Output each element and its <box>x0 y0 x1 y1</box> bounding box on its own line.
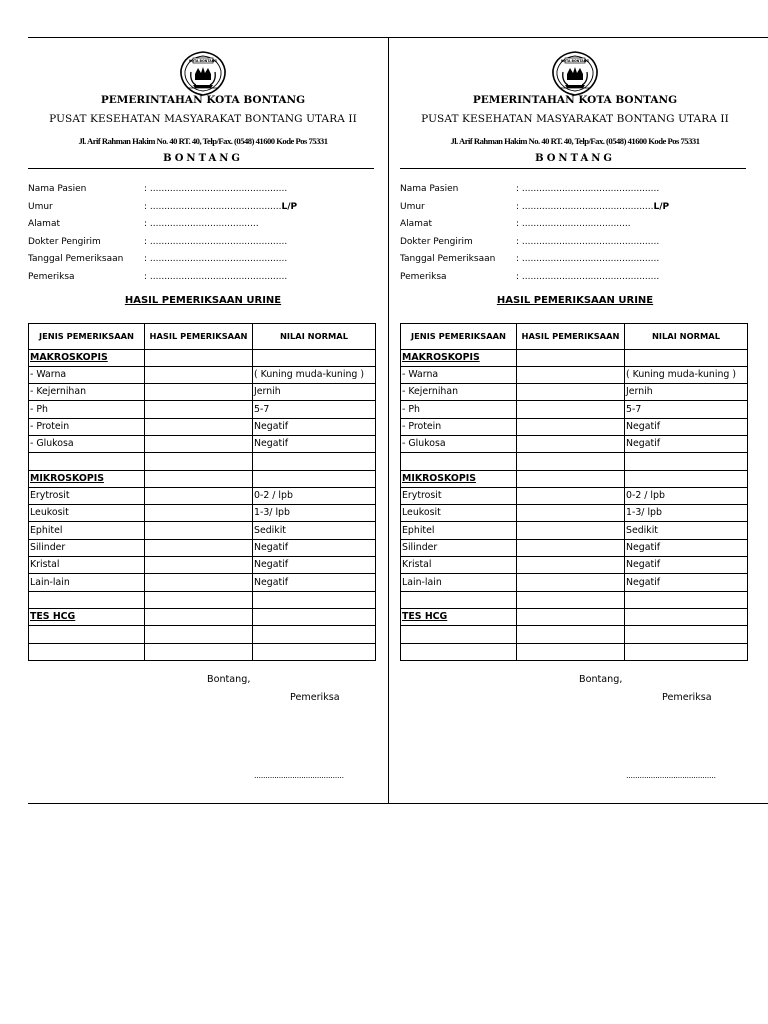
cell-hasil[interactable] <box>517 453 625 470</box>
cell-hasil[interactable] <box>145 470 253 487</box>
info-label: Pemeriksa <box>400 271 447 282</box>
cell-nilai <box>253 349 376 366</box>
cell-hasil[interactable] <box>517 574 625 591</box>
center-divider <box>388 37 389 803</box>
table-row <box>401 522 748 539</box>
table-title: HASIL PEMERIKSAAN URINE <box>496 295 654 306</box>
info-value-dots: : ................................................ <box>144 271 288 282</box>
col-header-jenis: JENIS PEMERIKSAAN <box>29 324 145 350</box>
table-row <box>401 435 748 452</box>
info-value-dots: : ................................................ <box>516 236 660 247</box>
col-header-nilai: NILAI NORMAL <box>625 324 748 350</box>
table-row <box>29 435 376 452</box>
info-label: Nama Pasien <box>400 184 459 194</box>
cell-hasil[interactable] <box>517 418 625 435</box>
table-row <box>401 557 748 574</box>
city-emblem-icon <box>178 50 228 96</box>
cell-jenis: Erytrosit <box>401 487 517 504</box>
table-row <box>29 574 376 591</box>
cell-nilai: Negatif <box>625 435 748 452</box>
col-header-hasil: HASIL PEMERIKSAAN <box>517 324 625 350</box>
table-row <box>29 453 376 470</box>
cell-jenis: TES HCG <box>29 608 145 625</box>
info-value[interactable] <box>516 269 659 287</box>
cell-jenis: - Kejernihan <box>29 384 145 401</box>
info-value[interactable] <box>516 199 669 217</box>
cell-hasil[interactable] <box>145 401 253 418</box>
info-value-dots: : ................................................ <box>144 184 288 194</box>
cell-jenis: - Warna <box>29 366 145 383</box>
table-row <box>29 487 376 504</box>
table-row <box>401 366 748 383</box>
footer-city: Bontang, <box>207 674 251 685</box>
info-row <box>400 216 750 234</box>
cell-jenis <box>29 626 145 643</box>
info-value-dots: : ................................................ <box>516 254 660 264</box>
form-left <box>28 37 378 803</box>
table-row <box>401 487 748 504</box>
header-rule <box>400 168 746 169</box>
cell-jenis: TES HCG <box>401 608 517 625</box>
header-puskesmas: PUSAT KESEHATAN MASYARAKAT BONTANG UTARA II <box>49 113 357 125</box>
table-row <box>401 418 748 435</box>
header-address: Jl. Arif Rahman Hakim No. 40 RT. 40, Telp/Fax. (0548) 41600 Kode Pos 75331 <box>78 136 328 146</box>
cell-jenis: - Kejernihan <box>401 384 517 401</box>
cell-nilai <box>253 608 376 625</box>
info-row <box>400 199 750 217</box>
table-row <box>29 522 376 539</box>
cell-nilai: Negatif <box>625 557 748 574</box>
footer-signer: Pemeriksa <box>290 692 340 703</box>
cell-hasil[interactable] <box>517 487 625 504</box>
cell-jenis: - Protein <box>401 418 517 435</box>
info-value[interactable] <box>144 181 287 199</box>
table-row <box>401 608 748 625</box>
info-value-dots: : .............................................. <box>144 201 282 212</box>
table-row <box>29 539 376 556</box>
table-row <box>401 453 748 470</box>
cell-jenis: Kristal <box>401 557 517 574</box>
cell-hasil[interactable] <box>145 418 253 435</box>
info-label: Nama Pasien <box>28 184 87 194</box>
cell-hasil[interactable] <box>517 522 625 539</box>
cell-hasil[interactable] <box>145 505 253 522</box>
cell-nilai <box>625 591 748 608</box>
cell-hasil[interactable] <box>145 366 253 383</box>
table-row <box>401 349 748 366</box>
gender-option: L/P <box>653 201 670 212</box>
cell-jenis <box>401 453 517 470</box>
cell-nilai: 0-2 / lpb <box>253 487 376 504</box>
cell-nilai <box>625 626 748 643</box>
cell-nilai <box>625 470 748 487</box>
cell-jenis: - Ph <box>29 401 145 418</box>
table-row <box>29 505 376 522</box>
cell-nilai: Jernih <box>625 384 748 401</box>
form-right <box>400 37 750 803</box>
header-city: BONTANG <box>535 153 615 164</box>
info-value[interactable] <box>144 251 287 269</box>
info-value[interactable] <box>516 216 631 234</box>
info-value[interactable] <box>144 199 297 217</box>
cell-jenis: Lain-lain <box>401 574 517 591</box>
info-value-dots: : ................................................ <box>144 254 288 264</box>
signature-line: ........................................ <box>254 771 344 780</box>
cell-hasil[interactable] <box>145 487 253 504</box>
cell-nilai: Negatif <box>625 539 748 556</box>
cell-jenis <box>29 643 145 660</box>
info-label: Umur <box>28 201 53 212</box>
cell-jenis <box>29 453 145 470</box>
table-row <box>401 505 748 522</box>
info-value[interactable] <box>144 269 287 287</box>
cell-jenis: Erytrosit <box>29 487 145 504</box>
table-row <box>401 401 748 418</box>
cell-hasil[interactable] <box>517 384 625 401</box>
info-row <box>28 251 378 269</box>
table-header-row <box>29 324 376 350</box>
cell-nilai <box>625 643 748 660</box>
city-emblem-icon <box>550 50 600 96</box>
results-table <box>28 323 376 661</box>
cell-hasil[interactable] <box>517 470 625 487</box>
info-row <box>28 199 378 217</box>
cell-nilai: Negatif <box>253 557 376 574</box>
cell-jenis: Ephitel <box>401 522 517 539</box>
cell-nilai: Negatif <box>253 418 376 435</box>
cell-jenis: - Glukosa <box>29 435 145 452</box>
table-row <box>29 643 376 660</box>
info-value[interactable] <box>516 251 659 269</box>
cell-jenis <box>401 626 517 643</box>
info-row <box>400 251 750 269</box>
cell-hasil[interactable] <box>145 608 253 625</box>
header-city: BONTANG <box>163 153 243 164</box>
table-row <box>29 349 376 366</box>
table-row <box>29 470 376 487</box>
table-row <box>29 366 376 383</box>
cell-nilai: 5-7 <box>253 401 376 418</box>
info-value[interactable] <box>144 216 259 234</box>
cell-hasil[interactable] <box>145 384 253 401</box>
footer-signer: Pemeriksa <box>662 692 712 703</box>
header-government: PEMERINTAHAN KOTA BONTANG <box>472 94 678 106</box>
cell-nilai: 0-2 / lpb <box>625 487 748 504</box>
table-row <box>401 470 748 487</box>
info-label: Tanggal Pemeriksaan <box>28 254 124 264</box>
info-value[interactable] <box>144 234 287 252</box>
cell-hasil[interactable] <box>517 539 625 556</box>
cell-nilai <box>625 349 748 366</box>
table-row <box>29 591 376 608</box>
cell-nilai <box>625 453 748 470</box>
cell-hasil[interactable] <box>145 557 253 574</box>
cell-hasil[interactable] <box>517 643 625 660</box>
table-header-row <box>401 324 748 350</box>
col-header-nilai: NILAI NORMAL <box>253 324 376 350</box>
table-row <box>401 574 748 591</box>
header-puskesmas: PUSAT KESEHATAN MASYARAKAT BONTANG UTARA II <box>421 113 729 125</box>
cell-jenis: - Warna <box>401 366 517 383</box>
cell-nilai: Jernih <box>253 384 376 401</box>
table-title: HASIL PEMERIKSAAN URINE <box>124 295 282 306</box>
cell-nilai <box>625 608 748 625</box>
logo-text: KOTA BONTANG <box>560 59 590 63</box>
header-address: Jl. Arif Rahman Hakim No. 40 RT. 40, Telp/Fax. (0548) 41600 Kode Pos 75331 <box>450 136 700 146</box>
patient-info <box>400 181 750 286</box>
cell-nilai <box>253 591 376 608</box>
cell-hasil[interactable] <box>517 505 625 522</box>
info-row <box>28 216 378 234</box>
cell-jenis <box>401 591 517 608</box>
cell-jenis: MAKROSKOPIS <box>29 349 145 366</box>
table-row <box>29 626 376 643</box>
info-row <box>28 234 378 252</box>
cell-jenis: MAKROSKOPIS <box>401 349 517 366</box>
table-row <box>29 557 376 574</box>
cell-jenis: Lain-lain <box>29 574 145 591</box>
col-header-hasil: HASIL PEMERIKSAAN <box>145 324 253 350</box>
table-row <box>29 384 376 401</box>
cell-hasil[interactable] <box>145 643 253 660</box>
cell-jenis: Kristal <box>29 557 145 574</box>
info-label: Dokter Pengirim <box>28 236 101 247</box>
cell-jenis: MIKROSKOPIS <box>29 470 145 487</box>
info-label: Pemeriksa <box>28 271 75 282</box>
cell-jenis: Ephitel <box>29 522 145 539</box>
col-header-jenis: JENIS PEMERIKSAAN <box>401 324 517 350</box>
info-label: Alamat <box>28 219 60 229</box>
cell-nilai: Sedikit <box>625 522 748 539</box>
cell-jenis: Leukosit <box>29 505 145 522</box>
cell-hasil[interactable] <box>517 401 625 418</box>
cell-hasil[interactable] <box>145 349 253 366</box>
cell-hasil[interactable] <box>517 608 625 625</box>
cell-hasil[interactable] <box>145 539 253 556</box>
info-label: Dokter Pengirim <box>400 236 473 247</box>
signature-line: ........................................ <box>626 771 716 780</box>
cell-jenis: Silinder <box>401 539 517 556</box>
info-value-dots: : ................................................ <box>516 184 660 194</box>
bottom-border <box>28 803 768 804</box>
cell-hasil[interactable] <box>517 435 625 452</box>
cell-nilai: 1-3/ lpb <box>253 505 376 522</box>
cell-hasil[interactable] <box>517 557 625 574</box>
table-row <box>29 401 376 418</box>
cell-jenis: Leukosit <box>401 505 517 522</box>
info-value-dots: : ...................................... <box>144 219 259 229</box>
cell-jenis: - Glukosa <box>401 435 517 452</box>
table-row <box>401 626 748 643</box>
table-row <box>401 591 748 608</box>
gender-option: L/P <box>281 201 298 212</box>
info-value-dots: : ...................................... <box>516 219 631 229</box>
logo-text: KOTA BONTANG <box>188 59 218 63</box>
table-row <box>401 643 748 660</box>
cell-nilai: 1-3/ lpb <box>625 505 748 522</box>
info-label: Alamat <box>400 219 432 229</box>
info-value[interactable] <box>516 181 659 199</box>
footer-city: Bontang, <box>579 674 623 685</box>
info-value[interactable] <box>516 234 659 252</box>
table-row <box>29 608 376 625</box>
cell-hasil[interactable] <box>517 366 625 383</box>
table-row <box>401 384 748 401</box>
cell-hasil[interactable] <box>517 349 625 366</box>
cell-jenis: - Ph <box>401 401 517 418</box>
info-value-dots: : .............................................. <box>516 201 654 212</box>
cell-jenis: - Protein <box>29 418 145 435</box>
patient-info <box>28 181 378 286</box>
cell-nilai <box>253 453 376 470</box>
cell-jenis <box>29 591 145 608</box>
cell-hasil[interactable] <box>145 574 253 591</box>
info-row <box>28 181 378 199</box>
cell-nilai: ( Kuning muda-kuning ) <box>253 366 376 383</box>
cell-nilai <box>253 643 376 660</box>
cell-nilai: Negatif <box>253 574 376 591</box>
info-value-dots: : ................................................ <box>516 271 660 282</box>
cell-nilai: Sedikit <box>253 522 376 539</box>
table-row <box>29 418 376 435</box>
info-row <box>400 234 750 252</box>
cell-hasil[interactable] <box>517 591 625 608</box>
info-row <box>400 181 750 199</box>
info-label: Tanggal Pemeriksaan <box>400 254 496 264</box>
header-rule <box>28 168 374 169</box>
header-government: PEMERINTAHAN KOTA BONTANG <box>100 94 306 106</box>
cell-nilai: ( Kuning muda-kuning ) <box>625 366 748 383</box>
cell-nilai: Negatif <box>253 539 376 556</box>
cell-hasil[interactable] <box>145 453 253 470</box>
cell-jenis <box>401 643 517 660</box>
cell-hasil[interactable] <box>145 591 253 608</box>
info-label: Umur <box>400 201 425 212</box>
cell-nilai: 5-7 <box>625 401 748 418</box>
cell-jenis: MIKROSKOPIS <box>401 470 517 487</box>
cell-hasil[interactable] <box>145 626 253 643</box>
cell-hasil[interactable] <box>145 522 253 539</box>
cell-jenis: Silinder <box>29 539 145 556</box>
cell-nilai <box>253 470 376 487</box>
cell-nilai <box>253 626 376 643</box>
cell-hasil[interactable] <box>145 435 253 452</box>
results-table <box>400 323 748 661</box>
info-row <box>28 269 378 287</box>
cell-nilai: Negatif <box>625 574 748 591</box>
cell-hasil[interactable] <box>517 626 625 643</box>
table-row <box>401 539 748 556</box>
cell-nilai: Negatif <box>625 418 748 435</box>
cell-nilai: Negatif <box>253 435 376 452</box>
info-row <box>400 269 750 287</box>
info-value-dots: : ................................................ <box>144 236 288 247</box>
